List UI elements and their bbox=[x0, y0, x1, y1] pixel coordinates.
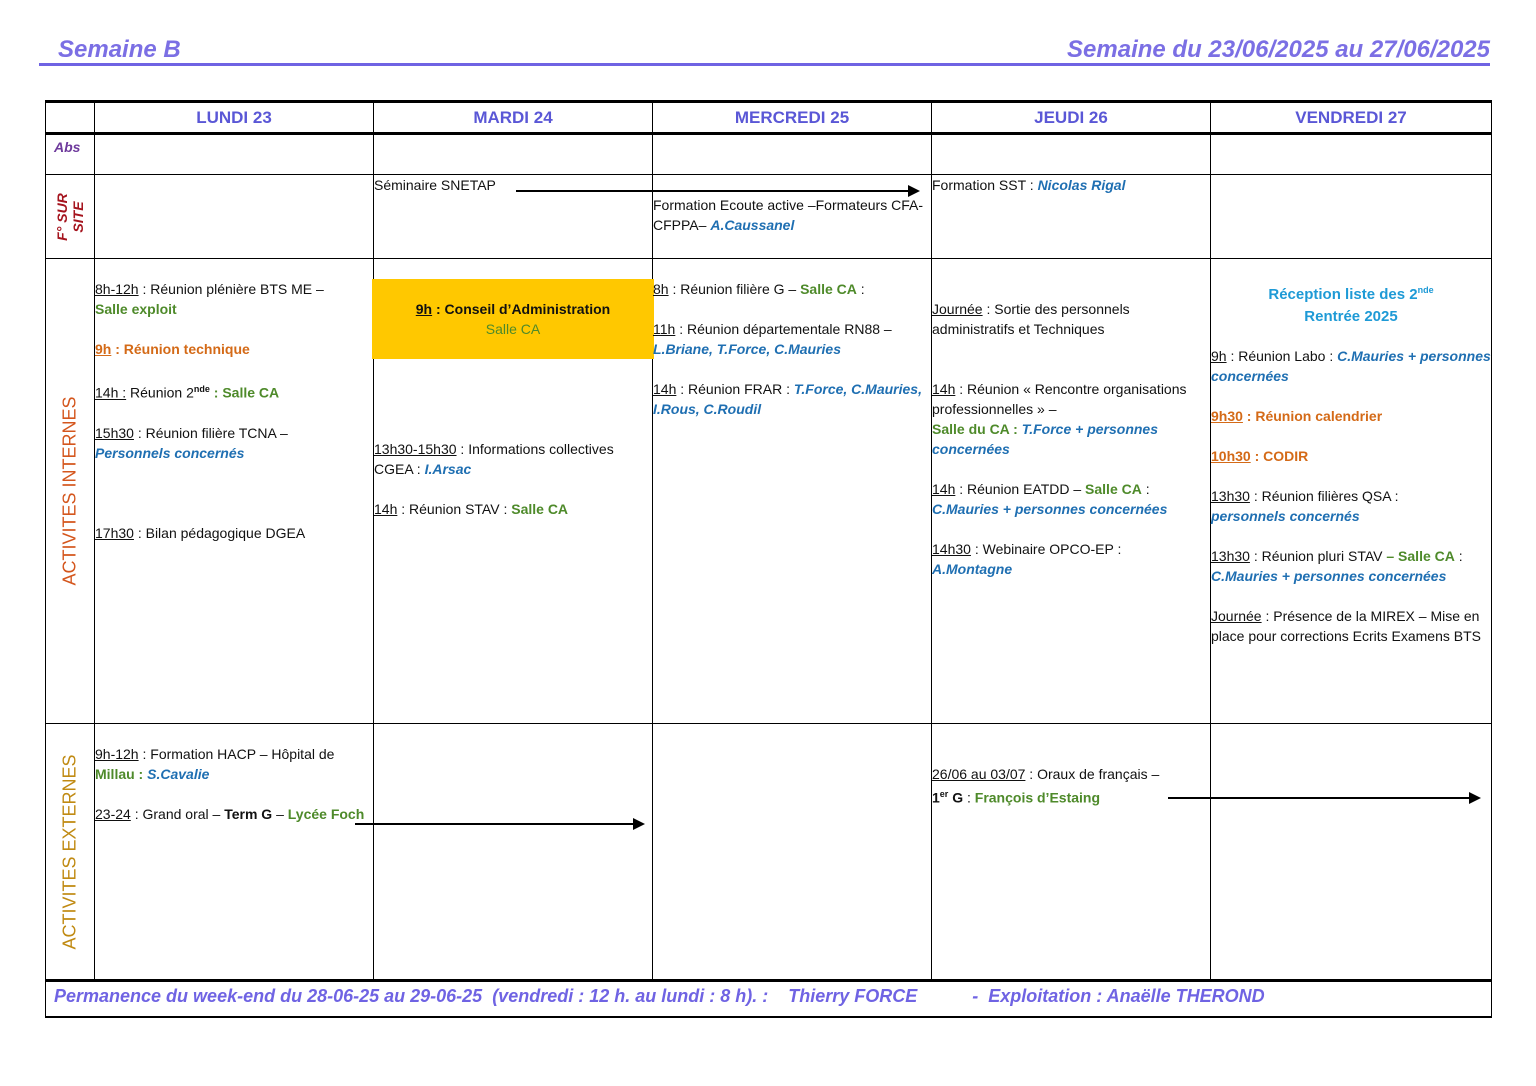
externes-mercredi bbox=[653, 724, 932, 981]
abs-mardi bbox=[374, 134, 653, 175]
event: 15h30 : Réunion filière TCNA – Personnels concernés bbox=[95, 424, 288, 461]
event: 14h30 : Webinaire OPCO-EP : A.Montagne bbox=[932, 541, 1122, 577]
externes-label-cell bbox=[46, 724, 95, 981]
abs-mercredi bbox=[653, 134, 932, 175]
fsur-mercredi bbox=[653, 175, 932, 259]
conseil-administration-box: 9h : Conseil d’Administration Salle CA bbox=[372, 279, 654, 359]
event: 14h : Réunion EATDD – Salle CA : C.Mauries + personnes concernées bbox=[932, 481, 1168, 517]
event: 11h : Réunion départementale RN88 – L.Briane, T.Force, C.Mauries bbox=[653, 321, 892, 357]
formation-ecoute: Formation Ecoute active –Formateurs CFA-CFPPA– bbox=[653, 197, 923, 233]
event: 26/06 au 03/07 : Oraux de français – 1er G : François d’Estaing bbox=[932, 766, 1160, 806]
externes-vendredi bbox=[1211, 724, 1492, 981]
grand-oral-arrow-icon bbox=[355, 823, 643, 825]
day-header-mercredi: MERCREDI 25 bbox=[653, 102, 932, 134]
permanence-note: Permanence du week-end du 28-06-25 au 29-06-25 (vendredi : 12 h. au lundi : 8 h). : Thierry FORCE - Exploitation : Anaëlle THEROND bbox=[54, 986, 1265, 1006]
event: 14h : Réunion FRAR : T.Force, C.Mauries, I.Rous, C.Roudil bbox=[653, 381, 922, 417]
oraux-arrow-icon bbox=[1168, 797, 1479, 799]
externes-lundi bbox=[95, 724, 374, 981]
event: 9h-12h : Formation HACP – Hôpital de Millau : S.Cavalie bbox=[95, 746, 335, 782]
fsur-jeudi bbox=[932, 175, 1211, 259]
fsur-label: F° SUR SITE bbox=[54, 192, 86, 241]
event: 14h : Réunion « Rencontre organisations professionnelles » – Salle du CA : T.Force + personnes concernées bbox=[932, 381, 1187, 457]
externes-mardi bbox=[374, 724, 653, 981]
internes-mercredi bbox=[653, 259, 932, 724]
fsur-mardi bbox=[374, 175, 653, 259]
internes-label-cell bbox=[46, 259, 95, 724]
seminaire-snetap: Séminaire SNETAP bbox=[374, 177, 496, 193]
fsur-row bbox=[46, 175, 1492, 259]
footer-row bbox=[46, 981, 1492, 1018]
reception-liste-heading: Réception liste des 2nde Rentrée 2025 bbox=[1268, 285, 1434, 325]
internes-row bbox=[46, 259, 1492, 724]
fsur-vendredi bbox=[1211, 175, 1492, 259]
externes-label: ACTIVITES EXTERNES bbox=[59, 753, 80, 950]
corner-cell bbox=[46, 102, 95, 134]
event: 14h : Réunion STAV : Salle CA bbox=[374, 501, 569, 517]
event: 13h30-15h30 : Informations collectives CGEA : I.Arsac bbox=[374, 441, 614, 477]
week-range: Semaine du 23/06/2025 au 27/06/2025 bbox=[1067, 36, 1490, 63]
externes-row bbox=[46, 724, 1492, 981]
internes-label: ACTIVITES INTERNES bbox=[59, 396, 80, 586]
day-header-mardi: MARDI 24 bbox=[374, 102, 653, 134]
formation-sst-trainer: Nicolas Rigal bbox=[1037, 177, 1126, 193]
day-header-row bbox=[46, 102, 1492, 134]
internes-jeudi bbox=[932, 259, 1211, 724]
event: 17h30 : Bilan pédagogique DGEA bbox=[95, 524, 306, 541]
event: 9h30 : Réunion calendrier bbox=[1211, 408, 1383, 424]
week-label: Semaine B bbox=[58, 36, 181, 63]
abs-row bbox=[46, 134, 1492, 175]
abs-jeudi bbox=[932, 134, 1211, 175]
event: 13h30 : Réunion pluri STAV – Salle CA : C.Mauries + personnes concernées bbox=[1211, 548, 1463, 584]
day-header-jeudi: JEUDI 26 bbox=[932, 102, 1211, 134]
abs-label-cell bbox=[46, 134, 95, 175]
formation-ecoute-trainer: A.Caussanel bbox=[710, 217, 795, 233]
abs-vendredi bbox=[1211, 134, 1492, 175]
fsur-label-cell bbox=[46, 175, 95, 259]
event: 8h-12h : Réunion plénière BTS ME – Salle exploit bbox=[95, 281, 324, 317]
day-header-vendredi: VENDREDI 27 bbox=[1211, 102, 1492, 134]
header-underline bbox=[39, 63, 1490, 66]
abs-label: Abs bbox=[54, 139, 81, 155]
event: 9h : Réunion Labo : C.Mauries + personnes concernées bbox=[1211, 348, 1491, 384]
internes-mardi bbox=[374, 259, 653, 724]
internes-vendredi bbox=[1211, 259, 1492, 724]
abs-lundi bbox=[95, 134, 374, 175]
event: 9h : Réunion technique bbox=[95, 341, 250, 357]
fsur-lundi bbox=[95, 175, 374, 259]
event: 8h : Réunion filière G – Salle CA : bbox=[653, 281, 865, 297]
schedule-table bbox=[45, 100, 1492, 1018]
event: Journée : Présence de la MIREX – Mise en place pour corrections Ecrits Examens BTS bbox=[1211, 608, 1481, 644]
externes-jeudi bbox=[932, 724, 1211, 981]
event: 14h : Réunion 2nde : Salle CA bbox=[95, 384, 280, 401]
day-header-lundi: LUNDI 23 bbox=[95, 102, 374, 134]
event: 10h30 : CODIR bbox=[1211, 448, 1309, 464]
internes-lundi bbox=[95, 259, 374, 724]
event: Journée : Sortie des personnels administratifs et Techniques bbox=[932, 301, 1130, 337]
event: 13h30 : Réunion filières QSA : personnels concernés bbox=[1211, 488, 1399, 524]
footer-cell bbox=[46, 981, 1492, 1018]
event: 23-24 : Grand oral – Term G – Lycée Foch bbox=[95, 806, 365, 822]
formation-sst: Formation SST : bbox=[932, 177, 1034, 193]
